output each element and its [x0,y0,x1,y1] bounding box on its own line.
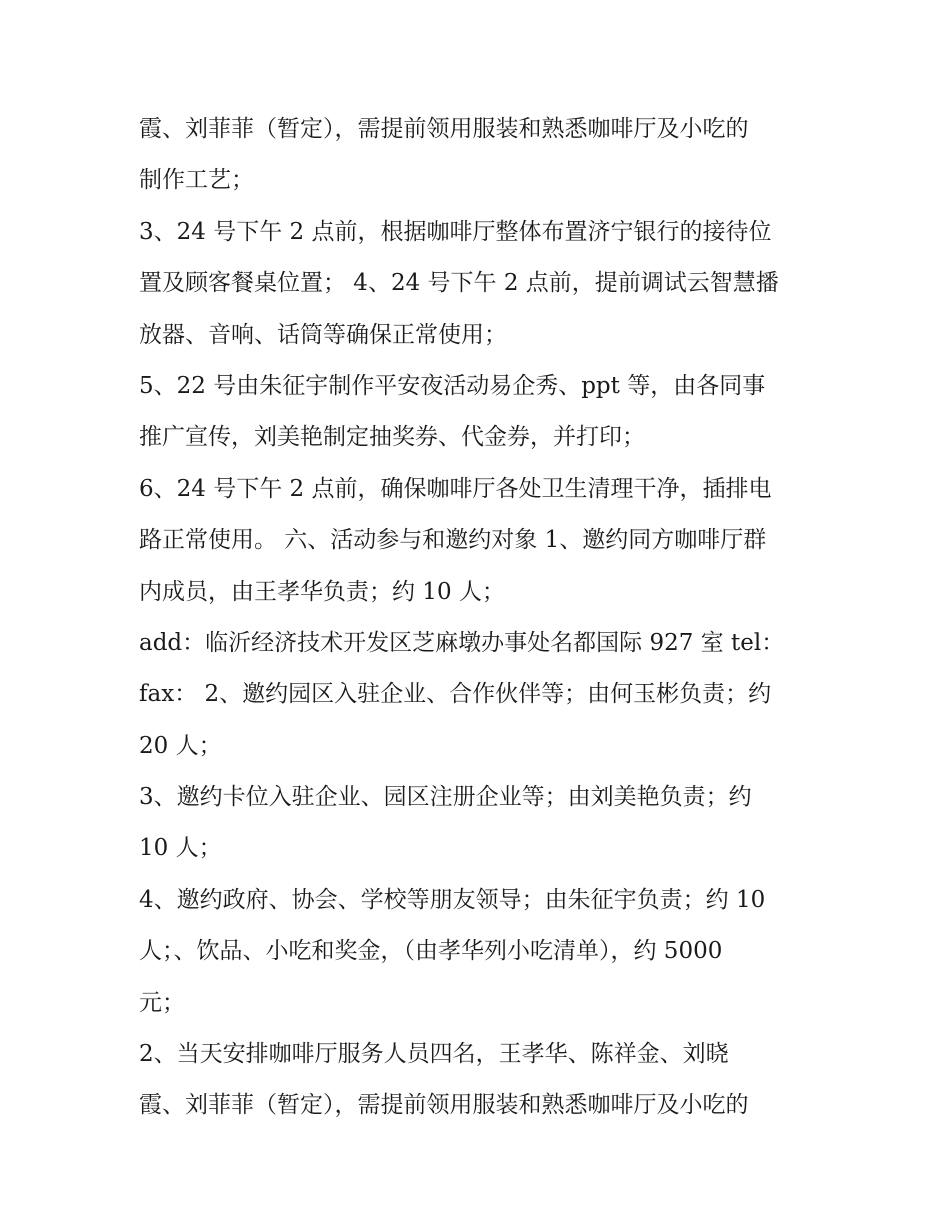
text-line: 推广宣传，刘美艳制定抽奖券、代金券，并打印； [139,424,645,451]
text-line: 5、22 号由朱征宇制作平安夜活动易企秀、ppt 等，由各同事 [139,372,766,399]
text-line: 放器、音响、话筒等确保正常使用； [139,321,507,348]
text-line: 制作工艺； [139,167,254,194]
text-line: 路正常使用。 六、活动参与和邀约对象 1、邀约同方咖啡厅群 [139,527,767,554]
text-line: 4、邀约政府、协会、学校等朋友领导；由朱征宇负责；约 10 [139,886,766,913]
text-line: 人；、饮品、小吃和奖金，（由孝华列小吃清单），约 5000 [139,938,723,965]
text-line: 10 人； [139,835,222,862]
text-line: 6、24 号下午 2 点前，确保咖啡厅各处卫生清理干净，插排电 [139,475,772,502]
text-line: 3、邀约卡位入驻企业、园区注册企业等；由刘美艳负责；约 [139,784,752,811]
text-line: 霞、刘菲菲（暂定），需提前领用服装和熟悉咖啡厅及小吃的 [139,1092,749,1119]
document-body [139,104,819,1132]
text-line: 霞、刘菲菲（暂定），需提前领用服装和熟悉咖啡厅及小吃的 [139,116,749,142]
text-line: 内成员，由王孝华负责；约 10 人； [139,578,505,605]
text-line: 2、当天安排咖啡厅服务人员四名，王孝华、陈祥金、刘晓 [139,1041,729,1068]
text-line: 20 人； [139,732,222,759]
text-line: 元； [139,989,185,1016]
text-line: 3、24 号下午 2 点前，根据咖啡厅整体布置济宁银行的接待位 [139,218,772,245]
text-line: 置及顾客餐桌位置； 4、24 号下午 2 点前，提前调试云智慧播 [139,270,779,297]
text-line: add：临沂经济技术开发区芝麻墩办事处名都国际 927 室 tel： [139,629,785,656]
text-line: fax： 2、邀约园区入驻企业、合作伙伴等；由何玉彬负责；约 [139,681,772,708]
